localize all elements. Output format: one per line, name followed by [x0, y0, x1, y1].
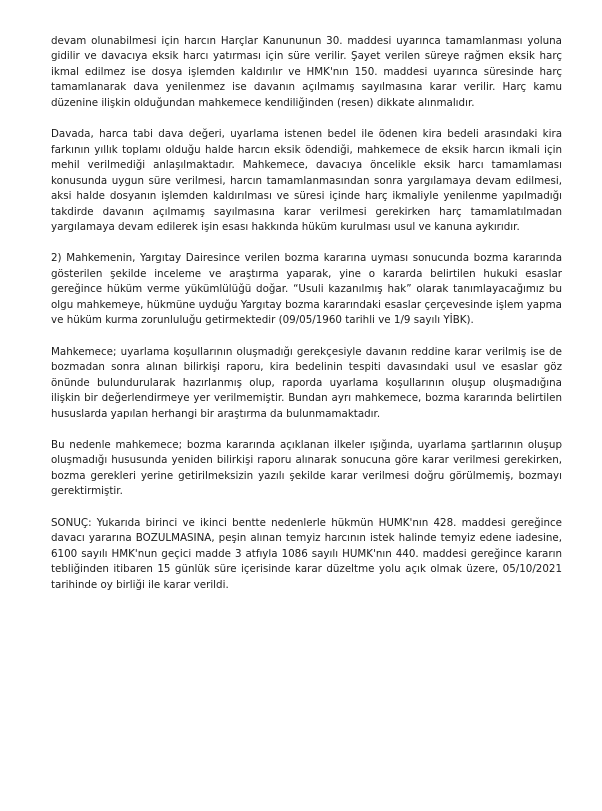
paragraph-bu-nedenle: Bu nedenle mahkemece; bozma kararında açıklanan ilkeler ışığında, uyarlama şartlarının oluşup oluşmadığı hususunda yeniden bilirkişi raporu alınarak sonucuna göre karar verilmesi gerekirken, bozma gerekleri yerine getirilmeksizin yazılı şekilde karar verilmesi doğru görülmemiş, bozmayı gerektirmiştir.: [51, 438, 562, 498]
document-body: [51, 34, 562, 609]
paragraph-sonuc: SONUÇ: Yukarıda birinci ve ikinci bentte nedenlerle hükmün HUMK'nın 428. maddesi gereğince davacı yararına BOZULMASINA, peşin alınan temyiz harcının istek halinde temyiz edene iadesine, 6100 sayılı HMK'nun geçici madde 3 atfıyla 1086 sayılı HUMK'nın 440. maddesi gereğince kararın tebliğinden itibaren 15 günlük süre içerisinde karar düzeltme yolu açık olmak üzere, 05/10/2021 tarihinde oy birliği ile karar verildi.: [51, 516, 562, 591]
paragraph-bozma-karari: 2) Mahkemenin, Yargıtay Dairesince verilen bozma kararına uyması sonucunda bozma kararında gösterilen şekilde inceleme ve araştırma yaparak, yine o kararda belirtilen hukuki esaslar gereğince hüküm verme yükümlülüğü doğar. “Usuli kazanılmış hak” olarak tanımlayacağımız bu olgu mahkemeye, hükmüne uyduğu Yargıtay bozma kararındaki esaslar çerçevesinde işlem yapma ve hüküm kurma zorunluluğu getirmektedir (09/05/1960 tarihli ve 1/9 sayılı YİBK).: [51, 252, 562, 327]
paragraph-harc-tamamlama: devam olunabilmesi için harcın Harçlar Kanununun 30. maddesi uyarınca tamamlanması yoluna gidilir ve davacıya eksik harcı yatırması için süre verilir. Şayet verilen süreye rağmen eksik harç ikmal edilmez ise dosya işlemden kaldırılır ve HMK'nın 150. maddesi uyarınca süresinde harç tamamlanarak dava yenilenmez ise davanın açılmamış sayılmasına karar verilir. Harç kamu düzenine ilişkin olduğundan mahkemece kendiliğinden (resen) dikkate alınmalıdır.: [51, 35, 562, 109]
paragraph-dava-degeri: Davada, harca tabi dava değeri, uyarlama istenen bedel ile ödenen kira bedeli arasındaki kira farkının yıllık toplamı olduğu halde harcın eksik ödendiği, mahkemece de eksik harcın ikmali için mehil verilmediği anlaşılmaktadır. Mahkemece, davacıya öncelikle eksik harcı tamamlaması konusunda uygun süre verilmesi, harcın tamamlanmasından sonra yargılamaya devam edilmesi, aksi halde dosyanın işlemden kaldırılması ve süresi içinde harç ikmaliyle yenilenme yapılmadığı takdirde davanın açılmamış sayılmasına karar verilmesi gerekirken harç tamamlatılmadan yargılamaya devam edilerek işin esası hakkında hüküm kurulması usul ve kanuna aykırıdır.: [51, 128, 562, 233]
paragraph-mahkemece-uyarlama: Mahkemece; uyarlama koşullarının oluşmadığı gerekçesiyle davanın reddine karar verilmiş ise de bozmadan sonra alınan bilirkişi raporu, kira bedelinin tespiti davasındaki usul ve esaslar göz önünde bulundurularak hazırlanmış olup, raporda uyarlama koşullarının oluşup oluşmadığına ilişkin bir değerlendirmeye yer verilmemiştir. Bundan ayrı mahkemece, bozma kararında belirtilen hususlarda yapılan herhangi bir araştırma da bulunmamaktadır.: [51, 345, 562, 420]
